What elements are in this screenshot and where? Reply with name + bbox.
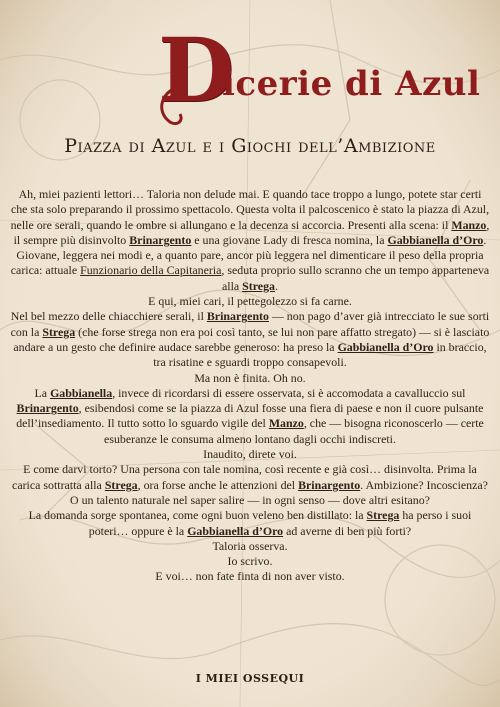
paragraph-7 (10, 462, 490, 508)
name-brinargento: Brinargento (206, 309, 269, 324)
text-run: , ora forse anche le attenzioni del (137, 477, 299, 492)
masthead (0, 20, 500, 130)
name-gabbianella-doro: Gabbianella d’Oro (187, 523, 284, 538)
text-run: La domanda sorge spontanea, come ogni buon veleno ben distillato: la (28, 508, 367, 523)
text-run: in braccio, tra risatine e sguardi troppo consapevoli. (153, 339, 487, 370)
article-title: Piazza di Azul e i Giochi dell’Ambizione (64, 135, 436, 157)
flourish-icon (150, 82, 190, 132)
text-run: . (274, 278, 278, 293)
office-capitaneria: Funzionario della Capitaneria (80, 263, 222, 278)
text-run: Nel bel mezzo delle chiacchiere serali, il (10, 309, 207, 324)
text-run: , seduta proprio sullo scranno che un tempo apparteneva alla (221, 263, 490, 293)
signoff: I MIEI OSSEQUI (195, 672, 305, 685)
text-run: , il sempre più disinvolto (13, 217, 490, 247)
name-gabbianella-doro: Gabbianella d’Oro (387, 232, 484, 247)
paragraph-3 (10, 309, 490, 370)
text-run: (che forse strega non era poi così tanto, se lui non pare affatto stregato) — si è lasciato andare a un gesto che definire audace sarebbe generoso: ha preso la (13, 324, 490, 354)
text-run: ha perso i suoi poteri… oppure è la (88, 508, 472, 538)
name-brinargento: Brinargento (298, 477, 361, 492)
article-body (10, 187, 490, 585)
text-run: , invece di ricordarsi di essere osservata, si è accomodata a cavalluccio sul (112, 385, 466, 400)
paragraph-1 (10, 187, 490, 294)
name-brinargento: Brinargento (129, 232, 192, 247)
text-run: , che — bisogna riconoscerlo — certe esuberanze le consuma almeno lontano dagli occhi indiscreti. (104, 416, 484, 446)
name-strega: Strega (42, 324, 76, 339)
text-run: ad averne di ben più forti? (283, 523, 412, 538)
masthead-initial: D (158, 18, 235, 122)
name-brinargento: Brinargento (16, 401, 79, 416)
text-run: — non pago d’aver già intrecciato le sue sorti con la (10, 309, 490, 339)
paragraph-6: Inaudito, direte voi. (203, 447, 297, 462)
text-run: , esibendosi come se la piazza di Azul fosse una fiera di paese e non il cuore pulsante dell’insediamento. Il tutto sotto lo sguardo vigile del (16, 401, 484, 431)
name-gabbianella: Gabbianella (50, 385, 113, 400)
name-strega: Strega (104, 477, 138, 492)
paragraph-4: Ma non è finita. Oh no. (194, 370, 306, 385)
paragraph-9: Taloria osserva. (212, 538, 288, 553)
paragraph-11: E voi… non fate finta di non aver visto. (155, 569, 345, 584)
text-run: . Ambizione? Incoscienza? O un talento naturale nel saper salire — in ogni senso — dove altri esitano? (70, 477, 488, 507)
paragraph-2: E qui, miei cari, il pettegolezzo si fa carne. (148, 294, 352, 309)
paragraph-10: Io scrivo. (227, 554, 273, 569)
name-gabbianella-doro: Gabbianella d’Oro (337, 339, 434, 354)
masthead-title: icerie di Azul (222, 64, 481, 104)
name-strega: Strega (242, 278, 275, 293)
text-run: Ah, miei pazienti lettori… Taloria non delude mai. E quando tace troppo a lungo, potete star certi che sta solo preparando il prossimo spettacolo. Questa volta il palcoscenico è stato la piazza di Azul, nelle ore serali, quando le ombre si allungano e la decenza si accorcia. Presenti alla scena: il (10, 187, 490, 232)
paragraph-8 (10, 508, 490, 539)
name-strega: Strega (366, 508, 400, 523)
text-run: E come darvi torto? Una persona con tale nomina, così recente e già così… disinvolta. Prima la carica sottratta alla (12, 462, 477, 492)
text-run: . Giovane, leggera nei modi e, a quanto pare, ancor più leggera nel dimenticare il peso della propria carica: attuale (10, 232, 487, 278)
name-manzo: Manzo (268, 416, 304, 431)
text-run: e una giovane Lady di fresca nomina, la (191, 232, 388, 247)
name-manzo: Manzo (451, 217, 487, 232)
text-run: La (34, 385, 51, 400)
paragraph-5 (10, 386, 490, 447)
